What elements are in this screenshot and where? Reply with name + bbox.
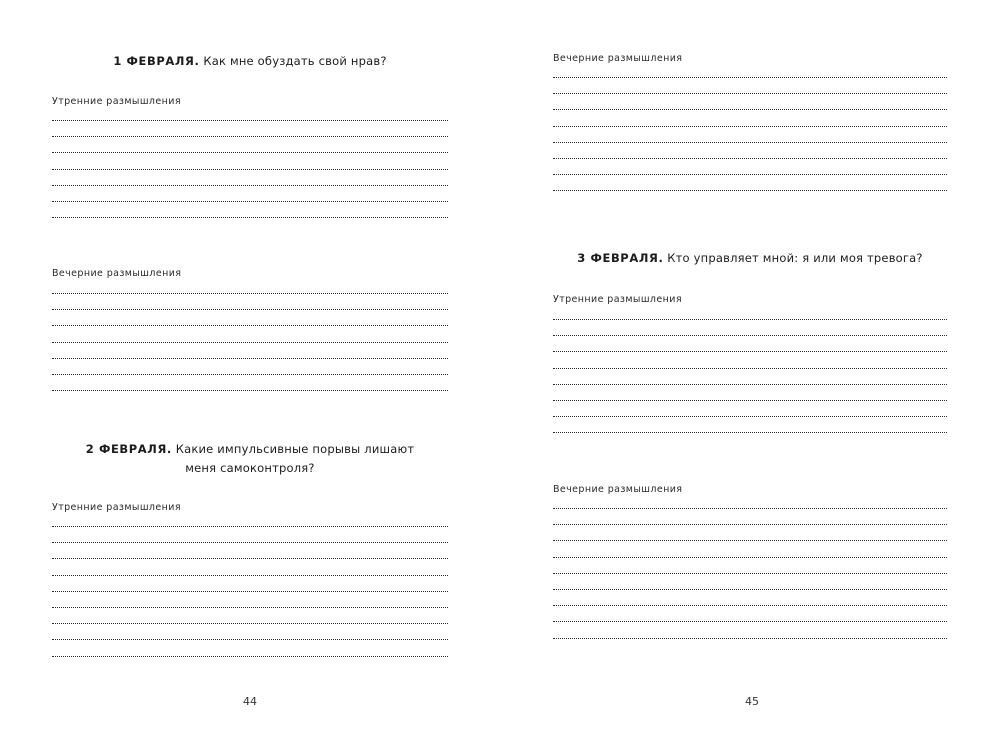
entry-date: 1 ФЕВРАЛЯ. [113,54,200,68]
morning-writing-lines[interactable] [553,319,947,449]
writing-line[interactable] [52,526,448,527]
evening-label: Вечерние размышления [553,53,683,64]
writing-line[interactable] [52,639,448,640]
writing-line[interactable] [52,575,448,576]
writing-line[interactable] [52,374,448,375]
page-number: 45 [745,695,759,708]
writing-line[interactable] [52,542,448,543]
writing-line[interactable] [553,621,947,622]
morning-writing-lines[interactable] [52,120,448,233]
writing-line[interactable] [52,623,448,624]
writing-line[interactable] [52,390,448,391]
writing-line[interactable] [553,109,947,110]
writing-line[interactable] [52,120,448,121]
entry-question-continued: меня самоконтроля? [185,461,315,475]
writing-line[interactable] [553,351,947,352]
writing-line[interactable] [553,319,947,320]
writing-line[interactable] [553,416,947,417]
writing-line[interactable] [553,524,947,525]
writing-line[interactable] [52,591,448,592]
writing-line[interactable] [553,158,947,159]
evening-writing-lines[interactable] [553,508,947,654]
writing-line[interactable] [52,656,448,657]
right-page [500,0,1000,736]
writing-line[interactable] [553,384,947,385]
writing-line[interactable] [52,342,448,343]
page-number: 44 [243,695,257,708]
writing-line[interactable] [553,126,947,127]
evening-label: Вечерние размышления [52,268,182,279]
writing-line[interactable] [52,201,448,202]
evening-writing-lines[interactable] [52,293,448,406]
writing-line[interactable] [52,309,448,310]
writing-line[interactable] [52,558,448,559]
morning-label: Утренние размышления [52,96,181,107]
writing-line[interactable] [553,368,947,369]
writing-line[interactable] [52,217,448,218]
writing-line[interactable] [52,185,448,186]
morning-label: Утренние размышления [52,502,181,513]
morning-writing-lines[interactable] [52,526,448,672]
writing-line[interactable] [52,152,448,153]
entry-title-line-1 [52,440,448,459]
writing-line[interactable] [52,358,448,359]
evening-writing-lines[interactable] [553,77,947,207]
writing-line[interactable] [52,607,448,608]
writing-line[interactable] [553,335,947,336]
writing-line[interactable] [52,136,448,137]
writing-line[interactable] [553,589,947,590]
entry-title-feb-3 [553,249,947,268]
entry-question: Как мне обуздать свой нрав? [203,54,387,68]
entry-date: 2 ФЕВРАЛЯ. [85,442,172,456]
morning-label: Утренние размышления [553,294,682,305]
writing-line[interactable] [553,190,947,191]
writing-line[interactable] [553,432,947,433]
writing-line[interactable] [553,77,947,78]
writing-line[interactable] [553,174,947,175]
writing-line[interactable] [553,93,947,94]
evening-label: Вечерние размышления [553,484,683,495]
writing-line[interactable] [52,325,448,326]
writing-line[interactable] [52,293,448,294]
writing-line[interactable] [553,508,947,509]
entry-question: Кто управляет мной: я или моя тревога? [667,251,923,265]
writing-line[interactable] [553,557,947,558]
writing-line[interactable] [553,400,947,401]
writing-line[interactable] [553,540,947,541]
writing-line[interactable] [553,142,947,143]
writing-line[interactable] [52,169,448,170]
entry-title-feb-1 [52,52,448,71]
entry-title-feb-2 [52,440,448,478]
writing-line[interactable] [553,605,947,606]
entry-date: 3 ФЕВРАЛЯ. [577,251,664,265]
writing-line[interactable] [553,573,947,574]
writing-line[interactable] [553,638,947,639]
entry-question: Какие импульсивные порывы лишают [175,442,415,456]
